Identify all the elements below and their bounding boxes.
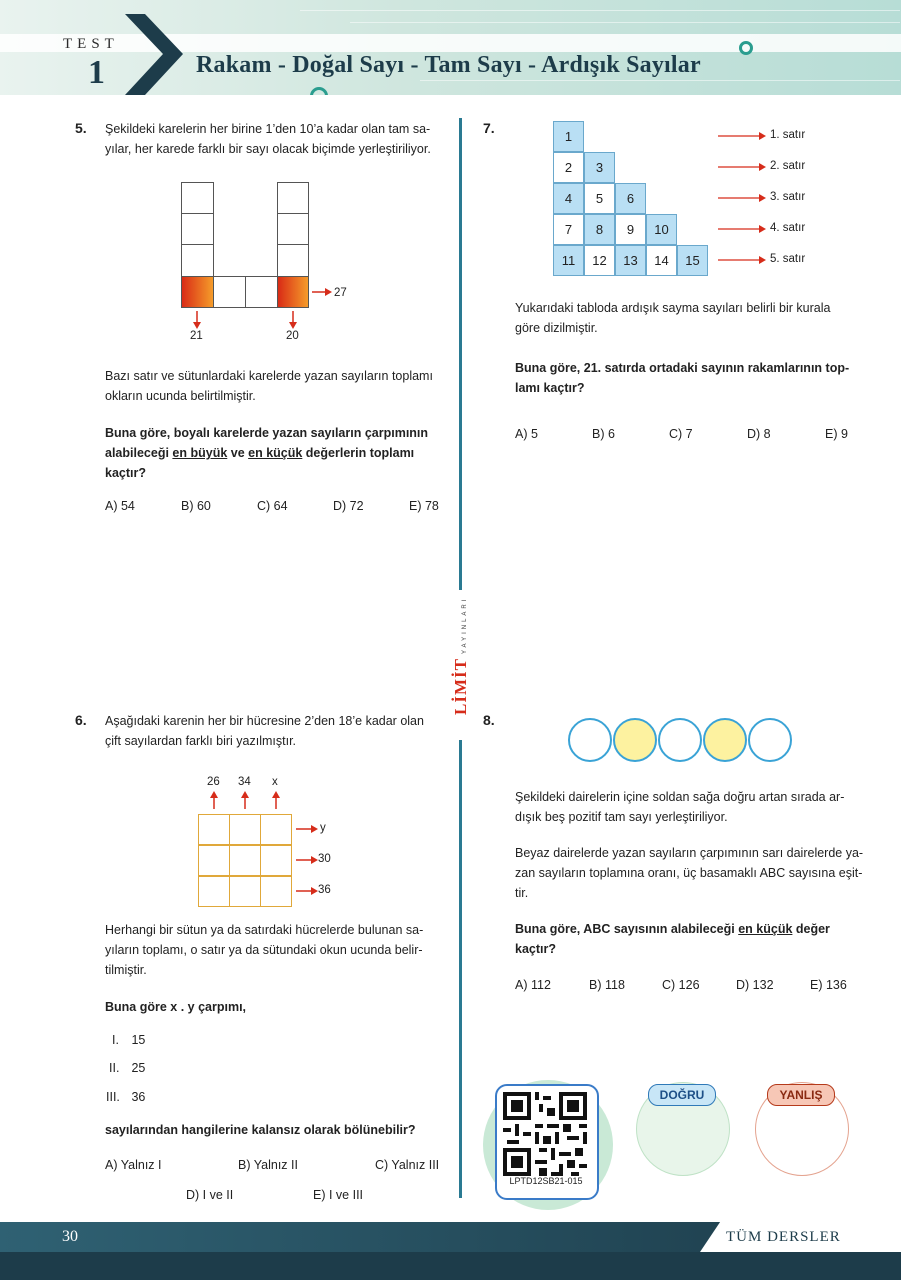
table-cell: 10 (646, 214, 677, 245)
question-desc (515, 298, 830, 338)
arrow-right-icon (718, 192, 766, 204)
table-cell: 11 (553, 245, 584, 276)
table-cell: 12 (584, 245, 615, 276)
answer-option[interactable]: A) 112 (515, 978, 551, 992)
page-number: 30 (62, 1228, 78, 1245)
text-line: kaçtır? (515, 942, 556, 956)
text-line: Şekildeki karelerin her birine 1’den 10’a kadar olan tam sa- (105, 122, 431, 136)
arrow-up-icon (208, 791, 220, 809)
column-sum-label: 26 (207, 776, 220, 788)
sum-label: 20 (286, 330, 299, 342)
text-line: tilmiştir. (105, 963, 147, 977)
table-cell: 9 (615, 214, 646, 245)
question-number: 7. (483, 120, 495, 136)
table-cell: 2 (553, 152, 584, 183)
text-span: ve (227, 446, 249, 460)
text-line: göre dizilmiştir. (515, 321, 598, 335)
question-desc (105, 366, 433, 406)
row-label: 5. satır (770, 253, 806, 265)
row-label: 1. satır (770, 129, 806, 141)
row-sum-label: 30 (318, 853, 331, 865)
question-number: 5. (75, 120, 87, 136)
sum-label: 27 (334, 287, 347, 299)
underlined-text: en büyük (172, 446, 228, 460)
white-circle (658, 718, 702, 762)
grid-cell (181, 213, 214, 245)
grid-cell (198, 845, 230, 876)
roman-item (109, 1058, 145, 1078)
arrow-right-icon (296, 885, 318, 897)
arrow-down-icon (287, 311, 299, 329)
answer-option[interactable]: E) 136 (810, 978, 847, 992)
arrow-right-icon (296, 823, 318, 835)
text-line: yıların toplamı, o satır ya da sütundaki okun ucunda belir- (105, 943, 423, 957)
text-line: zan sayıların toplamına oranı, üç basamaklı ABC sayısına eşit- (515, 866, 863, 880)
white-circle (568, 718, 612, 762)
question-number: 8. (483, 712, 495, 728)
grid-cell (277, 182, 309, 214)
question-intro (105, 711, 424, 751)
question-desc (105, 920, 423, 980)
answer-option[interactable]: D) 132 (736, 978, 774, 992)
table-cell: 13 (615, 245, 646, 276)
answer-option[interactable]: A) 54 (105, 499, 135, 513)
question-stem: sayılarından hangilerine kalansız olarak bölünebilir? (105, 1123, 416, 1137)
text-span: değer (792, 922, 830, 936)
answer-option[interactable]: C) Yalnız III (375, 1158, 440, 1172)
arrow-down-icon (191, 311, 203, 329)
text-line (515, 919, 830, 939)
answer-option[interactable]: D) I ve II (186, 1188, 234, 1202)
question-stem (515, 919, 830, 959)
text-line: kaçtır? (105, 466, 146, 480)
text-span: değerlerin toplamı (302, 446, 415, 460)
grid-cell (198, 876, 230, 907)
grid-cell (181, 244, 214, 277)
series-name: TÜM DERSLER (726, 1229, 841, 1245)
arrow-up-icon (239, 791, 251, 809)
table-cell: 15 (677, 245, 708, 276)
grid-cell (260, 845, 292, 876)
text-line: Buna göre, 21. satırda ortadaki sayının rakamlarının top- (515, 361, 850, 375)
question-stem (105, 423, 428, 483)
question-desc (515, 787, 844, 827)
row-label: 4. satır (770, 222, 806, 234)
answer-option[interactable]: B) 118 (589, 978, 625, 992)
text-line: Bazı satır ve sütunlardaki karelerde yazan sayıların toplamı (105, 369, 433, 383)
roman-numeral: III. (106, 1090, 120, 1104)
grid-cell (277, 213, 309, 245)
chevron-icon (125, 14, 185, 95)
arrow-up-icon (270, 791, 282, 809)
grid-cell (229, 845, 261, 876)
answer-option[interactable]: E) 9 (825, 427, 848, 441)
test-label: TEST (63, 36, 119, 52)
publisher-subname: YAYINLARI (462, 596, 468, 655)
question-desc (515, 843, 863, 903)
text-line: Şekildeki dairelerin içine soldan sağa doğru artan sırada ar- (515, 790, 845, 804)
item-value: 25 (131, 1061, 146, 1075)
row-sum-label: y (320, 822, 326, 834)
text-line: Aşağıdaki karenin her bir hücresine 2’den 18’e kadar olan (105, 714, 424, 728)
answer-option[interactable]: A) 5 (515, 427, 538, 441)
answer-option[interactable]: D) 72 (333, 499, 364, 513)
answer-option[interactable]: A) Yalnız I (105, 1158, 162, 1172)
table-cell: 14 (646, 245, 677, 276)
underlined-text: en küçük (738, 922, 793, 936)
question-number: 6. (75, 712, 87, 728)
publisher-name: LİMİT (451, 658, 470, 715)
wrong-label: YANLIŞ (767, 1084, 835, 1106)
answer-option[interactable]: C) 7 (669, 427, 693, 441)
column-sum-label: x (272, 776, 278, 788)
question-stem: Buna göre x . y çarpımı, (105, 1000, 247, 1014)
row-label: 3. satır (770, 191, 806, 203)
correct-label: DOĞRU (648, 1084, 716, 1106)
sum-label: 21 (190, 330, 203, 342)
test-number: 1 (88, 54, 105, 91)
text-span: alabileceği (105, 446, 173, 460)
text-line: dışık beş pozitif tam sayı yerleştiriliyor. (515, 810, 728, 824)
item-value: 15 (131, 1033, 146, 1047)
answer-option[interactable]: C) 64 (257, 499, 288, 513)
arrow-right-icon (718, 223, 766, 235)
roman-numeral: II. (109, 1061, 120, 1075)
table-cell: 8 (584, 214, 615, 245)
table-cell: 3 (584, 152, 615, 183)
page-title: Rakam - Doğal Sayı - Tam Sayı - Ardışık Sayılar (196, 52, 701, 78)
text-line: çift sayılardan farklı biri yazılmıştır. (105, 734, 297, 748)
text-line: tir. (515, 886, 529, 900)
item-value: 36 (131, 1090, 146, 1104)
text-line (105, 443, 428, 463)
arrow-right-icon (312, 286, 332, 298)
grid-cell (277, 244, 309, 277)
qr-code-label: LPTD12SB21-015 (509, 1176, 583, 1186)
row-label: 2. satır (770, 160, 806, 172)
roman-item (112, 1030, 145, 1050)
table-cell: 6 (615, 183, 646, 214)
arrow-right-icon (718, 254, 766, 266)
yellow-circle (613, 718, 657, 762)
grid-cell (213, 276, 246, 308)
answer-option[interactable]: E) 78 (409, 499, 439, 513)
question-stem (515, 358, 849, 398)
table-cell: 4 (553, 183, 584, 214)
publisher-logo (444, 590, 478, 740)
grid-cell (260, 876, 292, 907)
shaded-cell (181, 276, 214, 308)
text-line: lamı kaçtır? (515, 381, 585, 395)
text-line: Buna göre, boyalı karelerde yazan sayıların çarpımının (105, 426, 429, 440)
roman-numeral: I. (112, 1033, 119, 1047)
text-line: Yukarıdaki tabloda ardışık sayma sayıları belirli bir kurala (515, 301, 831, 315)
grid-cell (245, 276, 278, 308)
table-cell: 5 (584, 183, 615, 214)
arrow-right-icon (296, 854, 318, 866)
table-cell: 7 (553, 214, 584, 245)
text-span: Buna göre, ABC sayısının alabileceği (515, 922, 739, 936)
text-line: okların ucunda belirtilmiştir. (105, 389, 256, 403)
text-line: Herhangi bir sütun ya da satırdaki hücrelerde bulunan sa- (105, 923, 424, 937)
answer-option[interactable]: D) 8 (747, 427, 771, 441)
answer-option[interactable]: E) I ve III (313, 1188, 364, 1202)
grid-cell (260, 814, 292, 845)
yellow-circle (703, 718, 747, 762)
answer-option[interactable]: B) 6 (592, 427, 615, 441)
arrow-right-icon (718, 161, 766, 173)
text-line: Beyaz dairelerde yazan sayıların çarpımının sarı dairelerde ya- (515, 846, 864, 860)
roman-item (106, 1087, 145, 1107)
answer-option[interactable]: B) Yalnız II (238, 1158, 298, 1172)
grid-cell (198, 814, 230, 845)
answer-option[interactable]: C) 126 (662, 978, 700, 992)
grid-cell (229, 814, 261, 845)
decorative-ring-icon (310, 87, 328, 95)
text-line: yılar, her karede farklı bir sayı olacak biçimde yerleştiriliyor. (105, 142, 431, 156)
grid-cell (181, 182, 214, 214)
underlined-text: en küçük (248, 446, 303, 460)
table-cell: 1 (553, 121, 584, 152)
shaded-cell (277, 276, 309, 308)
grid-cell (229, 876, 261, 907)
white-circle (748, 718, 792, 762)
page-header (0, 0, 901, 95)
qr-code-icon[interactable] (503, 1092, 587, 1176)
answer-option[interactable]: B) 60 (181, 499, 211, 513)
row-sum-label: 36 (318, 884, 331, 896)
question-intro (105, 119, 431, 159)
decorative-ring-icon (739, 41, 753, 55)
arrow-right-icon (718, 130, 766, 142)
column-sum-label: 34 (238, 776, 251, 788)
